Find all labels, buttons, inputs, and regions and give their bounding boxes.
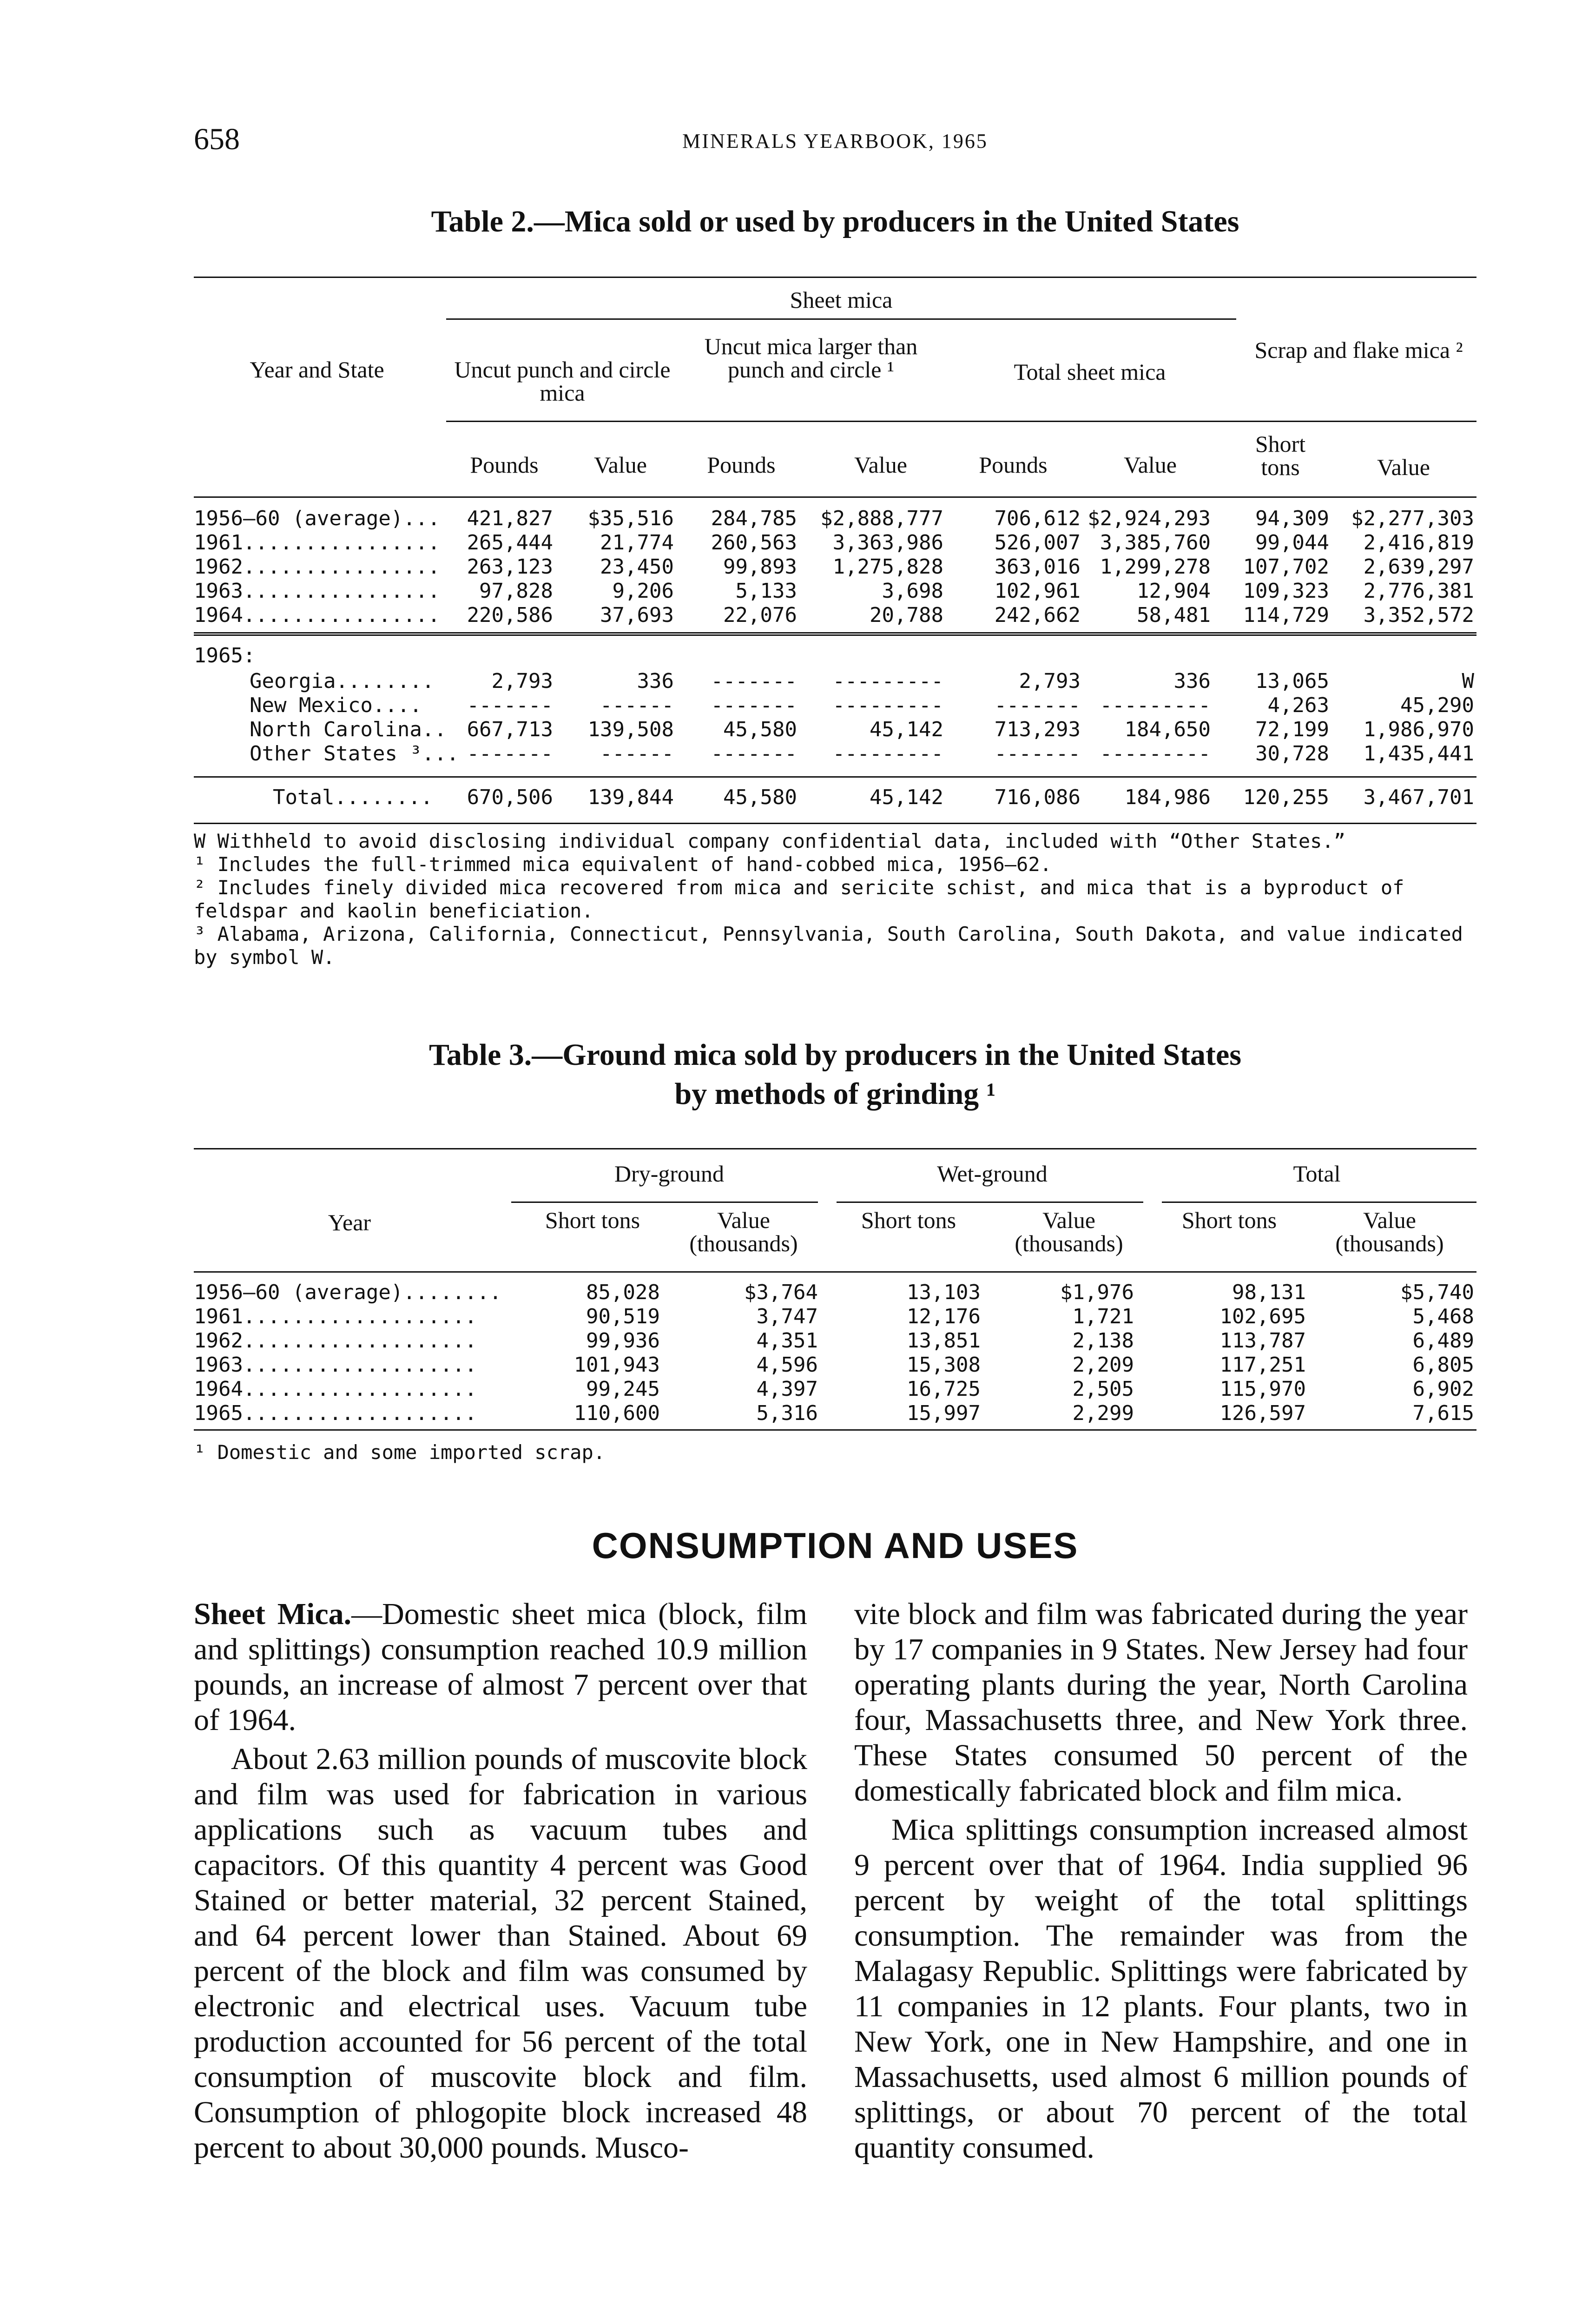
table3-row-1-label-text: 1961 — [194, 1305, 243, 1328]
table3-header-bottom-rule — [194, 1271, 1476, 1273]
table2-row-4-cell-1: 37,693 — [600, 603, 674, 627]
table2-row-3-cell-3: 3,698 — [882, 579, 943, 603]
table3-row-5-cell-1: 5,316 — [756, 1401, 818, 1425]
table2-total-row-cell-5: 184,986 — [1124, 786, 1211, 809]
table3-header-wet: Wet-ground — [937, 1161, 1048, 1187]
table2-row-0-cell-1: $35,516 — [587, 507, 674, 530]
table3-bottom-rule — [194, 1429, 1476, 1431]
table2-total-row-cell-7: 3,467,701 — [1363, 786, 1474, 809]
table2-row-1965-3-cell-7: 1,435,441 — [1363, 742, 1474, 766]
table2-row-2-cell-3: 1,275,828 — [832, 555, 943, 579]
table3-header-year: Year — [328, 1209, 371, 1235]
table3-row-2-cell-0: 99,936 — [586, 1329, 660, 1353]
table3-row-0-cell-1: $3,764 — [744, 1281, 818, 1304]
table2-header-value-1: Value — [594, 452, 647, 478]
table2-row-0-cell-4: 706,612 — [994, 507, 1081, 530]
table2-row-1-cell-0: 265,444 — [467, 531, 553, 555]
table2-bottom-rule — [194, 823, 1476, 824]
table3-row-1-cell-4: 102,695 — [1219, 1305, 1306, 1328]
table2-header-year-state: Year and State — [250, 357, 384, 383]
table2-row-1965-3-cell-5: --------- — [1100, 742, 1211, 766]
table3-row-0-label-text: 1956–60 (average) — [194, 1281, 403, 1304]
table2-row-1965-1-cell-3: --------- — [832, 693, 943, 717]
table3-caption-line1: Table 3.—Ground mica sold by producers in the United States — [428, 1038, 1242, 1072]
table2-row-2-cell-2: 99,893 — [723, 555, 797, 579]
table3-row-0-cell-3: $1,976 — [1060, 1281, 1134, 1304]
table3-header-dry-tons: Short tons — [545, 1207, 640, 1233]
table2-row-1965-1-cell-4: ------- — [994, 693, 1081, 717]
table2-row-1-label-text: 1961 — [194, 531, 243, 555]
table3-header-wet-value: Value (thousands) — [1015, 1207, 1123, 1256]
table2-row-1965-3-cell-2: ------- — [711, 742, 797, 766]
table3-row-3-cell-0: 101,943 — [573, 1353, 660, 1377]
table3-row-2-cell-5: 6,489 — [1412, 1329, 1474, 1353]
table2-sheet-rule — [446, 318, 1236, 320]
table3-row-1-cell-1: 3,747 — [756, 1305, 818, 1328]
table2-row-2-cell-1: 23,450 — [600, 555, 674, 579]
table3-row-1-cell-0: 90,519 — [586, 1305, 660, 1328]
table2-row-0-cell-3: $2,888,777 — [820, 507, 943, 530]
table2-row-3-leader: ................ — [243, 579, 440, 603]
table3-row-3-cell-1: 4,596 — [756, 1353, 818, 1377]
table2-row-4-cell-6: 114,729 — [1243, 603, 1329, 627]
table3-row-5-cell-2: 15,997 — [907, 1401, 981, 1425]
table2-footnotes — [194, 830, 1476, 969]
table2-header-value-3: Value — [1124, 452, 1177, 478]
table2-row-1965-2-cell-0: 667,713 — [467, 718, 553, 741]
table2-header-short-tons: Short tons — [1255, 431, 1306, 480]
table3-row-3-cell-5: 6,805 — [1412, 1353, 1474, 1377]
table2-row-4-cell-0: 220,586 — [467, 603, 553, 627]
table3-row-3-label-text: 1963 — [194, 1353, 243, 1377]
table2-row-3-cell-4: 102,961 — [994, 579, 1081, 603]
page-header — [194, 122, 1476, 159]
table2-row-1965-2-cell-4: 713,293 — [994, 718, 1081, 741]
table2-row-1965-1-cell-6: 4,263 — [1267, 693, 1329, 717]
table3-row-2-cell-3: 2,138 — [1072, 1329, 1134, 1353]
footnote-1: ¹ Includes the full-trimmed mica equivalent of hand-cobbed mica, 1956–62. — [194, 853, 1052, 876]
table3-row-5-cell-5: 7,615 — [1412, 1401, 1474, 1425]
table3-row-2-label-text: 1962 — [194, 1329, 243, 1353]
table2-row-1965-3-cell-1: ------ — [600, 742, 674, 766]
table2-row-1965-3-cell-3: --------- — [832, 742, 943, 766]
table3-row-1-cell-2: 12,176 — [907, 1305, 981, 1328]
footnote-3: ³ Alabama, Arizona, California, Connecticut, Pennsylvania, South Carolina, South Dakota, and value indicated by symbol W. — [194, 923, 1463, 969]
table2-row-1965-1-cell-5: --------- — [1100, 693, 1211, 717]
table2-header-pounds-3: Pounds — [979, 452, 1048, 478]
footnote-2: ² Includes finely divided mica recovered from mica and sericite schist, and mica that is a byproduct of feldspar and kaolin beneficiation. — [194, 876, 1404, 922]
table2-row-1965-2-cell-7: 1,986,970 — [1363, 718, 1474, 741]
table2-row-1965-1-cell-7: 45,290 — [1400, 693, 1474, 717]
table2-row-1-cell-2: 260,563 — [711, 531, 797, 555]
table2-header-value-4: Value — [1377, 454, 1430, 480]
table2-row-1965-1-cell-1: ------ — [600, 693, 674, 717]
table2-row-0-label-text: 1956–60 (average) — [194, 507, 403, 530]
table2-double-rule — [194, 632, 1476, 636]
table3-row-2-label — [194, 1329, 477, 1353]
table2-row-3-cell-0: 97,828 — [479, 579, 553, 603]
table2-row-2-cell-6: 107,702 — [1243, 555, 1329, 579]
paragraph-muscovite-cont: vite block and film was fabricated during the year by 17 companies in 9 States. New Jersey had four operating plants during the year, North Carolina four, Massachusetts three, and New York three. These States consumed 50 percent of the domestically fabricated block and film mica. — [854, 1597, 1468, 1808]
paragraph-splittings: Mica splittings consumption increased almost 9 percent over that of 1964. India supplied 96 percent by weight of the total splittings consumption. The remainder was from the Malagasy Republic. Splittings were fabricated by 11 companies in 12 plants. Four plants, two in New York, one in New Hampshire, and one in Massachusetts, used almost 6 million pounds of splittings, or about 70 percent of the total quantity consumed. — [854, 1813, 1468, 2165]
table2-total-row-cell-4: 716,086 — [994, 786, 1081, 809]
table2-row-3-cell-5: 12,904 — [1137, 579, 1211, 603]
table2-header-sheet-mica: Sheet mica — [790, 287, 893, 313]
running-title: MINERALS YEARBOOK, 1965 — [682, 130, 988, 152]
table2-row-4-label-text: 1964 — [194, 603, 243, 627]
table2-row-1-leader: ................ — [243, 531, 440, 555]
table3-row-4-cell-4: 115,970 — [1219, 1377, 1306, 1401]
table2-row-1965-0-cell-3: --------- — [832, 669, 943, 693]
table2-row-4-cell-2: 22,076 — [723, 603, 797, 627]
table2-row-1-cell-5: 3,385,760 — [1100, 531, 1211, 555]
table2-row-0-cell-5: $2,924,293 — [1088, 507, 1211, 530]
table2-subheader-rule — [446, 421, 1476, 422]
table2-row-1965-3-label-text: Other States ³ — [250, 742, 422, 766]
table2-total-row-label-text: Total — [273, 786, 335, 809]
table3-total-rule — [1162, 1202, 1476, 1203]
table3-row-0-cell-2: 13,103 — [907, 1281, 981, 1304]
table3-row-5-cell-0: 110,600 — [573, 1401, 660, 1425]
table2-total-rule — [194, 776, 1476, 778]
table2-row-4-leader: ................ — [243, 603, 440, 627]
table2-row-1-cell-1: 21,774 — [600, 531, 674, 555]
table2-total-row-leader: ........ — [334, 786, 433, 809]
table2-row-2-cell-7: 2,639,297 — [1363, 555, 1474, 579]
table2-header-total-sheet: Total sheet mica — [1014, 359, 1166, 385]
table3-row-2-leader: ................... — [243, 1329, 477, 1353]
table3-row-3-leader: ................... — [243, 1353, 477, 1377]
table3-row-3-cell-4: 117,251 — [1219, 1353, 1306, 1377]
table3-row-0-cell-4: 98,131 — [1232, 1281, 1306, 1304]
table3-row-0-cell-0: 85,028 — [586, 1281, 660, 1304]
table3-row-1-label — [194, 1305, 477, 1329]
table3-row-4-cell-0: 99,245 — [586, 1377, 660, 1401]
table2-row-1965-1-cell-2: ------- — [711, 693, 797, 717]
table2-row-1965-1-leader: .... — [372, 693, 422, 717]
table2-row-1965-3-cell-0: ------- — [467, 742, 553, 766]
table2-row-4-cell-4: 242,662 — [994, 603, 1081, 627]
table2-row-1965-2-cell-5: 184,650 — [1124, 718, 1211, 741]
footnote-w: W Withheld to avoid disclosing individual company confidential data, included with “Other States.” — [194, 830, 1346, 852]
table3-row-1-leader: ................... — [243, 1305, 477, 1328]
table2-header-scrap-flake: Scrap and flake mica ² — [1254, 337, 1463, 363]
section-title: CONSUMPTION AND USES — [592, 1525, 1079, 1566]
table3-row-3-label — [194, 1353, 477, 1377]
lead-sheet-mica: Sheet Mica. — [194, 1597, 352, 1631]
paragraph-sheet-mica — [194, 1597, 807, 1738]
table3-caption-line2: by methods of grinding ¹ — [674, 1077, 996, 1111]
table2-row-1-cell-7: 2,416,819 — [1363, 531, 1474, 555]
table2-row-0-cell-7: $2,277,303 — [1351, 507, 1474, 530]
table3-row-1-cell-3: 1,721 — [1072, 1305, 1134, 1328]
table2-row-3-cell-1: 9,206 — [612, 579, 674, 603]
table3-row-4-cell-1: 4,397 — [756, 1377, 818, 1401]
table2-row-3-cell-2: 5,133 — [735, 579, 797, 603]
table3-header-wet-tons: Short tons — [861, 1207, 956, 1233]
table2-header-uncut-larger: Uncut mica larger than punch and circle ¹ — [704, 333, 918, 383]
table3-row-5-cell-4: 126,597 — [1219, 1401, 1306, 1425]
table2-row-1965-0-cell-7: W — [1462, 669, 1474, 693]
table3-row-5-cell-3: 2,299 — [1072, 1401, 1134, 1425]
table2-header-value-2: Value — [854, 452, 907, 478]
table3-row-5-label-text: 1965 — [194, 1401, 243, 1425]
table2-row-1965-2-leader: .. — [422, 718, 447, 741]
table2-row-4-cell-5: 58,481 — [1137, 603, 1211, 627]
table3-footnote: ¹ Domestic and some imported scrap. — [194, 1441, 606, 1464]
table3-header-dry: Dry-ground — [614, 1161, 725, 1187]
table2-total-row-cell-2: 45,580 — [723, 786, 797, 809]
table3-header-dry-value: Value (thousands) — [689, 1207, 798, 1256]
table2-row-4-cell-3: 20,788 — [870, 603, 943, 627]
table2-total-row-cell-1: 139,844 — [587, 786, 674, 809]
table2-total-row-cell-0: 670,506 — [467, 786, 553, 809]
table2-row-1965-2-cell-3: 45,142 — [870, 718, 943, 741]
table2-row-0-leader: ... — [403, 507, 440, 530]
table2-header-pounds-2: Pounds — [707, 452, 776, 478]
table2-row-1965-0-leader: ........ — [336, 669, 435, 693]
table2-row-1965-0-cell-1: 336 — [637, 669, 674, 693]
table3-row-4-label-text: 1964 — [194, 1377, 243, 1401]
table2-row-0-cell-2: 284,785 — [711, 507, 797, 530]
right-column — [854, 1597, 1468, 2166]
table3-header-total-tons: Short tons — [1181, 1207, 1277, 1233]
table2-caption: Table 2.—Mica sold or used by producers in the United States — [431, 205, 1239, 238]
table3-row-4-cell-3: 2,505 — [1072, 1377, 1134, 1401]
left-column — [194, 1597, 807, 2166]
page-number: 658 — [194, 122, 240, 156]
table3-row-0-leader: ........ — [403, 1281, 502, 1304]
table2-row-2-cell-0: 263,123 — [467, 555, 553, 579]
table3-row-3-cell-3: 2,209 — [1072, 1353, 1134, 1377]
table2-row-3-cell-7: 2,776,381 — [1363, 579, 1474, 603]
table2-row-1965-0-label-text: Georgia — [250, 669, 336, 693]
table2-row-0-cell-0: 421,827 — [467, 507, 553, 530]
table2-row-1965-0-cell-2: ------- — [711, 669, 797, 693]
table2-row-1-cell-4: 526,007 — [994, 531, 1081, 555]
table2-row-1965-2-cell-6: 72,199 — [1255, 718, 1329, 741]
table2-row-1965-0-cell-0: 2,793 — [491, 669, 553, 693]
table2-row-1965-3-cell-6: 30,728 — [1255, 742, 1329, 766]
table3-row-0-label — [194, 1281, 501, 1305]
table2-row-1965-3-leader: ... — [422, 742, 459, 766]
table2-row-1965-0-cell-4: 2,793 — [1019, 669, 1081, 693]
table2-row-1965-0-cell-5: 336 — [1173, 669, 1211, 693]
table3-row-5-leader: ................... — [243, 1401, 477, 1425]
table3-row-4-label — [194, 1377, 477, 1401]
table3-header-total-value: Value (thousands) — [1335, 1207, 1444, 1256]
table2-year-1965: 1965: — [194, 644, 256, 667]
table3-row-5-label — [194, 1401, 477, 1426]
table2-header-pounds-1: Pounds — [470, 452, 539, 478]
table3-row-3-cell-2: 15,308 — [907, 1353, 981, 1377]
table2-row-1-cell-6: 99,044 — [1255, 531, 1329, 555]
table3-row-2-cell-1: 4,351 — [756, 1329, 818, 1353]
table2-row-1965-2-cell-1: 139,508 — [587, 718, 674, 741]
table3-row-4-leader: ................... — [243, 1377, 477, 1401]
table3-row-2-cell-4: 113,787 — [1219, 1329, 1306, 1353]
table2-row-1965-2-label-text: North Carolina — [250, 718, 422, 741]
table3-row-1-cell-5: 5,468 — [1412, 1305, 1474, 1328]
table2-row-3-label-text: 1963 — [194, 579, 243, 603]
table2-row-1965-3-cell-4: ------- — [994, 742, 1081, 766]
table2-row-1965-1-cell-0: ------- — [467, 693, 553, 717]
table2-row-1965-1-label-text: New Mexico — [250, 693, 373, 717]
table2-row-0-cell-6: 94,309 — [1255, 507, 1329, 530]
table2-row-2-cell-5: 1,299,278 — [1100, 555, 1211, 579]
table3-top-rule — [194, 1148, 1476, 1149]
table3-row-4-cell-5: 6,902 — [1412, 1377, 1474, 1401]
table2-total-row-cell-3: 45,142 — [870, 786, 943, 809]
table3-dry-rule — [511, 1202, 818, 1203]
paragraph-muscovite: About 2.63 million pounds of muscovite block and film was used for fabrication in various applications such as vacuum tubes and capacitors. Of this quantity 4 percent was Good Stained or better material, 32 percent Stained, and 64 percent lower than Stained. About 69 percent of the block and film was consumed by electronic and electrical uses. Vacuum tube production accounted for 56 percent of the total consumption of muscovite block and film. Consumption of phlogopite block increased 48 percent to about 30,000 pounds. Musco- — [194, 1742, 807, 2165]
table3-wet-rule — [837, 1202, 1143, 1203]
table2-row-2-cell-4: 363,016 — [994, 555, 1081, 579]
table2-row-4-cell-7: 3,352,572 — [1363, 603, 1474, 627]
table3-row-0-cell-5: $5,740 — [1400, 1281, 1474, 1304]
table3-row-4-cell-2: 16,725 — [907, 1377, 981, 1401]
table2-top-rule — [194, 277, 1476, 278]
table3-row-2-cell-2: 13,851 — [907, 1329, 981, 1353]
table2-header-uncut-punch: Uncut punch and circle mica — [454, 357, 671, 406]
table2-row-2-leader: ................ — [243, 555, 440, 579]
paragraph-sheet-mica-text: —Domestic sheet mica (block, film and splittings) consumption reached 10.9 million pounds, an increase of almost 7 percent over that of 1964. — [194, 1597, 807, 1737]
table2-row-2-label-text: 1962 — [194, 555, 243, 579]
table2-row-3-cell-6: 109,323 — [1243, 579, 1329, 603]
table2-row-1965-2-cell-2: 45,580 — [723, 718, 797, 741]
table2-row-1-cell-3: 3,363,986 — [832, 531, 943, 555]
table2-row-1965-0-cell-6: 13,065 — [1255, 669, 1329, 693]
table3-header-total: Total — [1293, 1161, 1341, 1187]
table2-total-row-cell-6: 120,255 — [1243, 786, 1329, 809]
table2-header-bottom-rule — [194, 496, 1476, 498]
